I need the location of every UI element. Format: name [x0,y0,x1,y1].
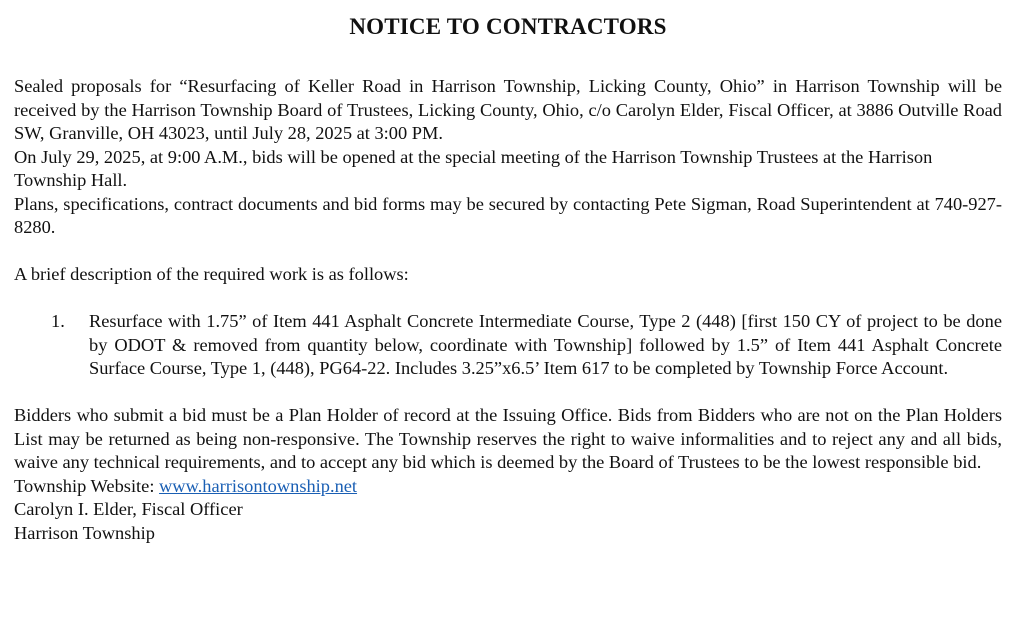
website-label: Township Website: [14,475,160,496]
signature-org: Harrison Township [14,522,155,543]
list-item-text: Resurface with 1.75” of Item 441 Asphalt Concrete Intermediate Course, Type 2 (448) [first 150 CY of project to be done by ODOT & removed from quantity below, coordinate with Township] followed by 1.5” of Item 441 Asphalt Concrete Surface Course, Type 1, (448), PG64-22. Includes 3.25”x6.5’ Item 617 to be completed by Township Force Account. [89,311,1002,378]
website-line [14,475,1002,499]
bid-opening-paragraph: On July 29, 2025, at 9:00 A.M., bids will be opened at the special meeting of the Harrison Township Trustees at the Harrison Township Hall. [14,146,933,190]
list-item [14,310,1002,381]
spacer [14,287,1002,311]
plans-paragraph: Plans, specifications, contract documents and bid forms may be secured by contacting Pete Sigman, Road Superintendent at 740-927-8280. [14,193,1002,237]
list-item-number: 1. [51,311,65,331]
website-link[interactable]: www.harrisontownship.net [159,475,358,496]
work-items-list [14,310,1002,381]
signature-name: Carolyn I. Elder, Fiscal Officer [14,499,243,519]
work-intro: A brief description of the required work is as follows: [14,264,409,284]
spacer [14,381,1002,405]
proposal-paragraph: Sealed proposals for “Resurfacing of Keller Road in Harrison Township, Licking County, Ohio” in Harrison Township will be received by the Harrison Township Board of Trustees, Licking County, Ohio, c/o Carolyn Elder, Fiscal Officer, at 3886 Outville Road SW, Granville, OH 43023, until July 28, 2025 at 3:00 PM. [14,76,1002,143]
bidder-requirements-paragraph: Bidders who submit a bid must be a Plan Holder of record at the Issuing Office. Bids from Bidders who are not on the Plan Holders List may be returned as being non-responsive. The Township reserves the right to waive informalities and to reject any and all bids, waive any technical requirements, and to accept any bid which is deemed by the Board of Trustees to be the lowest responsible bid. [14,405,1002,472]
spacer [14,240,1002,264]
notice-title: NOTICE TO CONTRACTORS [349,14,667,39]
